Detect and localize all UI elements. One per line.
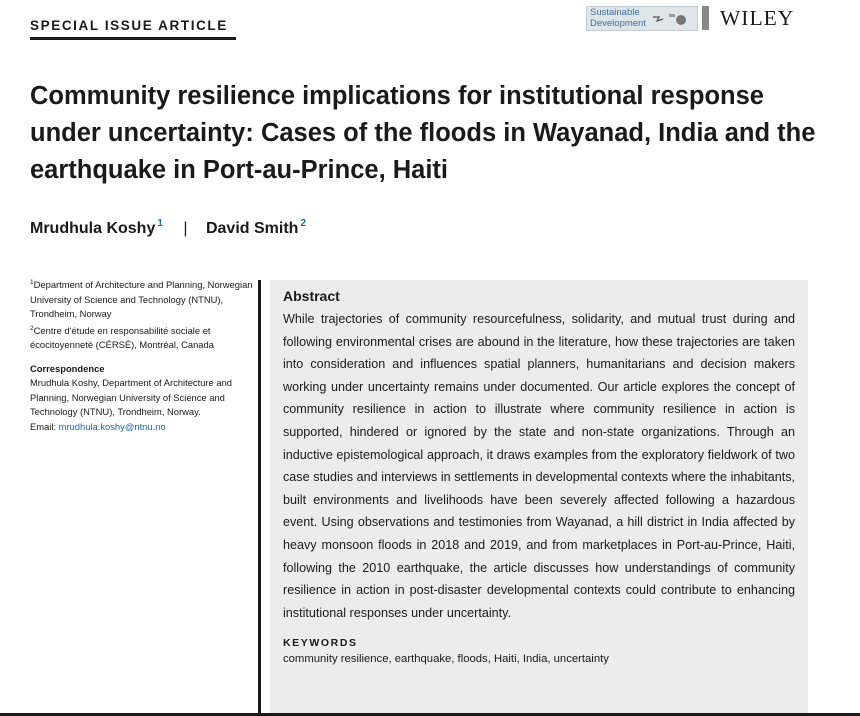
author-name[interactable]: Mrudhula Koshy — [30, 220, 156, 237]
abstract-heading: Abstract — [283, 288, 340, 304]
author-affiliation-ref[interactable]: 1 — [157, 218, 163, 229]
correspondence-heading: Correspondence — [30, 362, 105, 374]
abstract-box — [270, 280, 808, 716]
author-affiliation-ref[interactable]: 2 — [300, 218, 306, 229]
journal-name: Sustainable Development — [590, 7, 646, 29]
correspondence-body — [30, 376, 258, 434]
publisher-logo-icon — [702, 6, 709, 30]
section-underline — [30, 37, 236, 40]
column-divider — [258, 280, 261, 716]
section-label: SPECIAL ISSUE ARTICLE — [30, 18, 228, 33]
correspondence-text: Mrudhula Koshy, Department of Architecture and Planning, Norwegian University of Science and Technology (NTNU), Trondheim, Norway. — [30, 377, 233, 417]
affiliation-number: 2 — [30, 324, 34, 332]
journal-logo — [586, 6, 698, 31]
article-title: Community resilience implications for institutional response under uncertainty: Cases of the floods in Wayanad, India and the earthquake in Port-au-Prince, Haiti — [30, 82, 816, 184]
author-name[interactable]: David Smith — [205, 220, 299, 237]
affiliation-number: 1 — [30, 279, 34, 286]
affiliations-panel — [30, 276, 258, 434]
affiliation — [30, 322, 258, 353]
author-list — [30, 218, 306, 238]
email-link[interactable]: mrudhula.koshy@ntnu.no — [58, 420, 166, 432]
abstract-text: While trajectories of community resourcefulness, solidarity, and mutual trust during and following environmental crises are abound in the literature, how these trajectories are taken into consideration and influences spatial planners, humanitarians and decision makers working under uncertainty remains under documented. Our article explores the concept of community resilience in action to illustrate where community resilience in action is supported, hindered or ignored by the state and non-state organizations. Through an inductive epistemological approach, it draws examples from the exploratory fieldwork of two case studies and interviews in settlements in developmental contexts where the inhabitants, built environments and livelihoods have been severely affected following a hazardous event. Using observations and testimonies from Wayanad, a hill district in India affected by heavy monsoon floods in 2018 and 2019, and from marketplaces in Port-au-Prince, Haiti, following the 2010 earthquake, the article discusses how understandings of community resilience in action in post-disaster developmental contexts could contribute to enhancing institutional responses under uncertainty. — [283, 312, 795, 620]
journal-emblem-icon — [651, 11, 693, 27]
keywords-text: community resilience, earthquake, floods, Haiti, India, uncertainty — [283, 653, 609, 666]
keywords-heading: KEYWORDS — [283, 637, 358, 650]
email-label: Email: — [30, 420, 57, 432]
publisher-name: WILEY — [720, 6, 795, 30]
affiliation-text: Department of Architecture and Planning, Norwegian University of Science and Technology (NTNU), Trondheim, Norway — [30, 279, 253, 319]
affiliation — [30, 276, 258, 322]
affiliation-text: Centre d'étude en responsabilité sociale et écocitoyenneté (CÉRSÉ), Montréal, Canada — [30, 324, 214, 350]
author-separator: | — [183, 220, 188, 237]
